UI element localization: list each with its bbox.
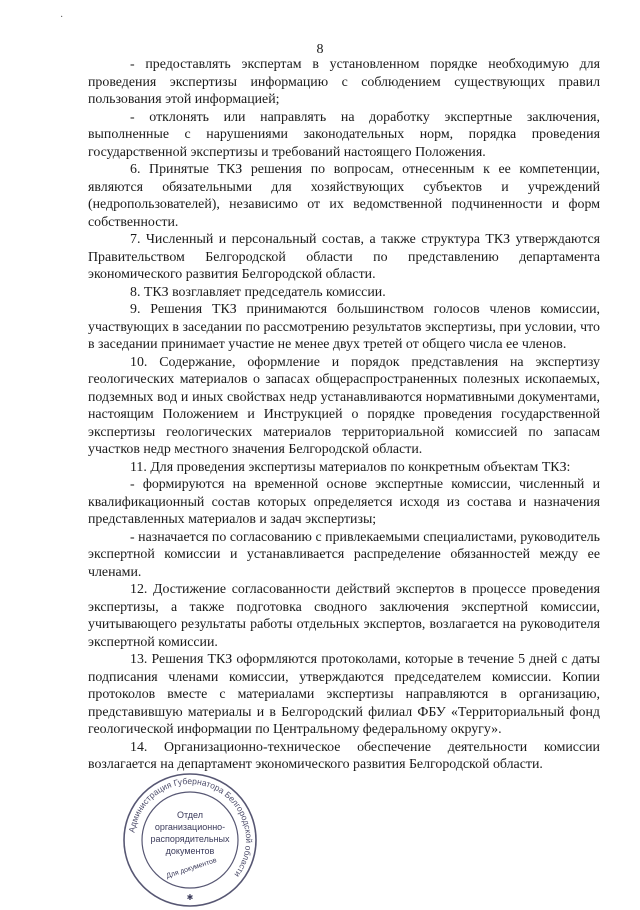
page-number: 8 bbox=[316, 42, 324, 57]
paragraph: 7. Численный и персональный состав, а также структура ТКЗ утверждаются Правительством Белгородской области по представлению департамента экономического развития Белгородской области. bbox=[88, 232, 600, 282]
stamp-line: организационно- bbox=[154, 822, 226, 832]
official-stamp bbox=[120, 770, 260, 910]
paragraph: 12. Достижение согласованности действий экспертов в процессе проведения экспертизы, а также подготовка сводного заключения экспертной комиссии, учитывающего результаты работы отдельных экспертов, возлагается на руководителя экспертной комиссии. bbox=[88, 582, 600, 650]
stamp-line: Отдел bbox=[176, 810, 204, 820]
paragraph: 11. Для проведения экспертизы материалов по конкретным объектам ТКЗ: bbox=[130, 459, 571, 475]
corner-mark: · bbox=[60, 12, 64, 23]
star-icon: ✱ bbox=[186, 893, 194, 902]
stamp-ring-text: Администрация Губернатора Белгородской области bbox=[126, 775, 255, 880]
stamp-line: документов bbox=[165, 846, 215, 856]
paragraph: - отклонять или направлять на доработку экспертные заключения, выполненные с нарушениями законодательных норм, порядка проведения государственной экспертизы и требований настоящего Положения. bbox=[88, 109, 600, 160]
paragraph: - назначается по согласованию с привлекаемыми специалистами, руководитель экспертной комиссии и устанавливается распределение обязанностей между ее членами. bbox=[88, 529, 600, 580]
paragraph: 9. Решения ТКЗ принимаются большинством голосов членов комиссии, участвующих в заседании по рассмотрению результатов экспертизы, при условии, что в заседании принимает участие не менее двух третей от общего числа ее членов. bbox=[88, 302, 600, 352]
body-text bbox=[88, 56, 600, 774]
paragraph: 14. Организационно-техническое обеспечение деятельности комиссии возлагается на департамент экономического развития Белгородской области. bbox=[88, 739, 600, 772]
paragraph: 8. ТКЗ возглавляет председатель комиссии. bbox=[130, 284, 386, 300]
paragraph: 10. Содержание, оформление и порядок представления на экспертизу геологических материалов о запасах общераспространенных полезных ископаемых, подземных вод и иных свойствах недр устанавливаются нормативными документами, настоящим Положением и Инструкцией о порядке проведения государственной экспертизы геологических материалов территориальной комиссией по запасам участков недр местного значения Белгородской области. bbox=[88, 354, 600, 457]
paragraph: 13. Решения ТКЗ оформляются протоколами, которые в течение 5 дней с даты подписания членами комиссии, утверждаются председателем комиссии. Копии протоколов вместе с материалами экспертизы направляются в организацию, представившую материалы и в Белгородский филиал ФБУ «Территориальный фонд геологической информации по Центральному федеральному округу». bbox=[88, 652, 600, 737]
paragraph: 6. Принятые ТКЗ решения по вопросам, отнесенным к ее компетенции, являются обязательными для хозяйствующих субъектов и учреждений (недропользователей), независимо от их ведомственной подчиненности и форм собственности. bbox=[88, 162, 600, 230]
paragraph: - формируются на временной основе экспертные комиссии, численный и квалификационный состав которых определяется исходя из состава и назначения представленных материалов и задач экспертизы; bbox=[88, 477, 600, 527]
stamp-line: распорядительных bbox=[150, 834, 230, 844]
paragraph: - предоставлять экспертам в установленном порядке необходимую для проведения экспертизы информацию с соблюдением существующих правил пользования этой информацией; bbox=[88, 57, 600, 107]
stamp-line: Для документов bbox=[165, 857, 218, 881]
